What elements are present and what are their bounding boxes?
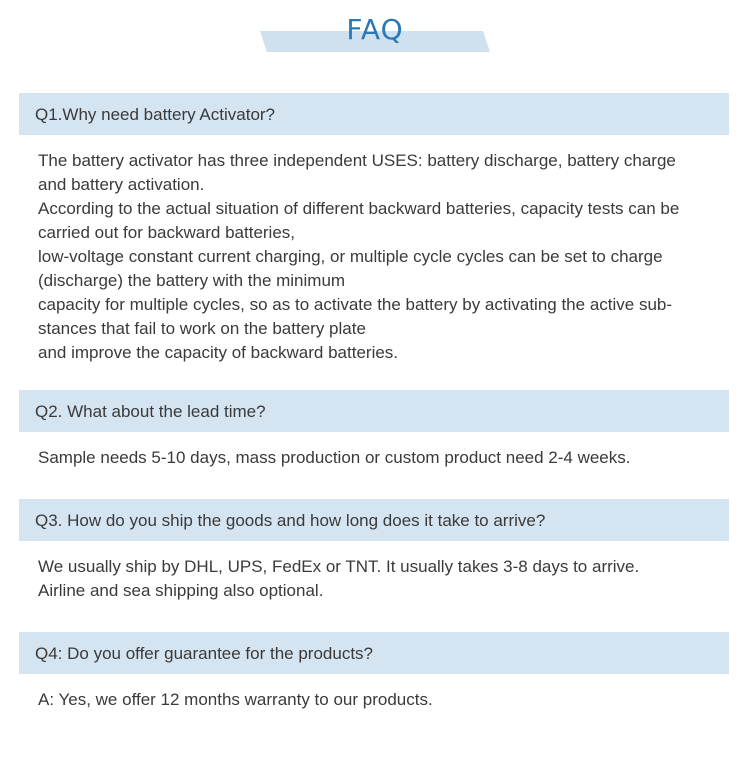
faq-answer-1 — [38, 149, 728, 365]
answer-line: We usually ship by DHL, UPS, FedEx or TNT. It usually takes 3-8 days to arrive. — [38, 557, 640, 576]
answer-line: The battery activator has three independent USES: battery discharge, battery charge — [38, 151, 676, 170]
faq-question-3: Q3. How do you ship the goods and how long does it take to arrive? — [19, 499, 729, 541]
faq-question-1: Q1.Why need battery Activator? — [19, 93, 729, 135]
answer-line: A: Yes, we offer 12 months warranty to our products. — [38, 690, 433, 709]
answer-line: Sample needs 5-10 days, mass production or custom product need 2-4 weeks. — [38, 448, 631, 467]
faq-header — [0, 0, 750, 60]
answer-line: and improve the capacity of backward batteries. — [38, 343, 399, 362]
faq-question-4: Q4: Do you offer guarantee for the products? — [19, 632, 729, 674]
faq-question-2: Q2. What about the lead time? — [19, 390, 729, 432]
answer-line: low-voltage constant current charging, or multiple cycle cycles can be set to charge — [38, 247, 663, 266]
answer-line: capacity for multiple cycles, so as to activate the battery by activating the active sub- — [38, 295, 673, 314]
answer-line: carried out for backward batteries, — [38, 223, 296, 242]
answer-line: and battery activation. — [38, 175, 205, 194]
answer-line: Airline and sea shipping also optional. — [38, 581, 324, 600]
faq-answer-2 — [38, 446, 728, 470]
answer-line: According to the actual situation of different backward batteries, capacity tests can be — [38, 199, 680, 218]
answer-line: stances that fail to work on the battery plate — [38, 319, 366, 338]
faq-answer-3 — [38, 555, 728, 603]
faq-answer-4 — [38, 688, 728, 712]
page-title: FAQ — [346, 13, 404, 46]
answer-line: (discharge) the battery with the minimum — [38, 271, 346, 290]
